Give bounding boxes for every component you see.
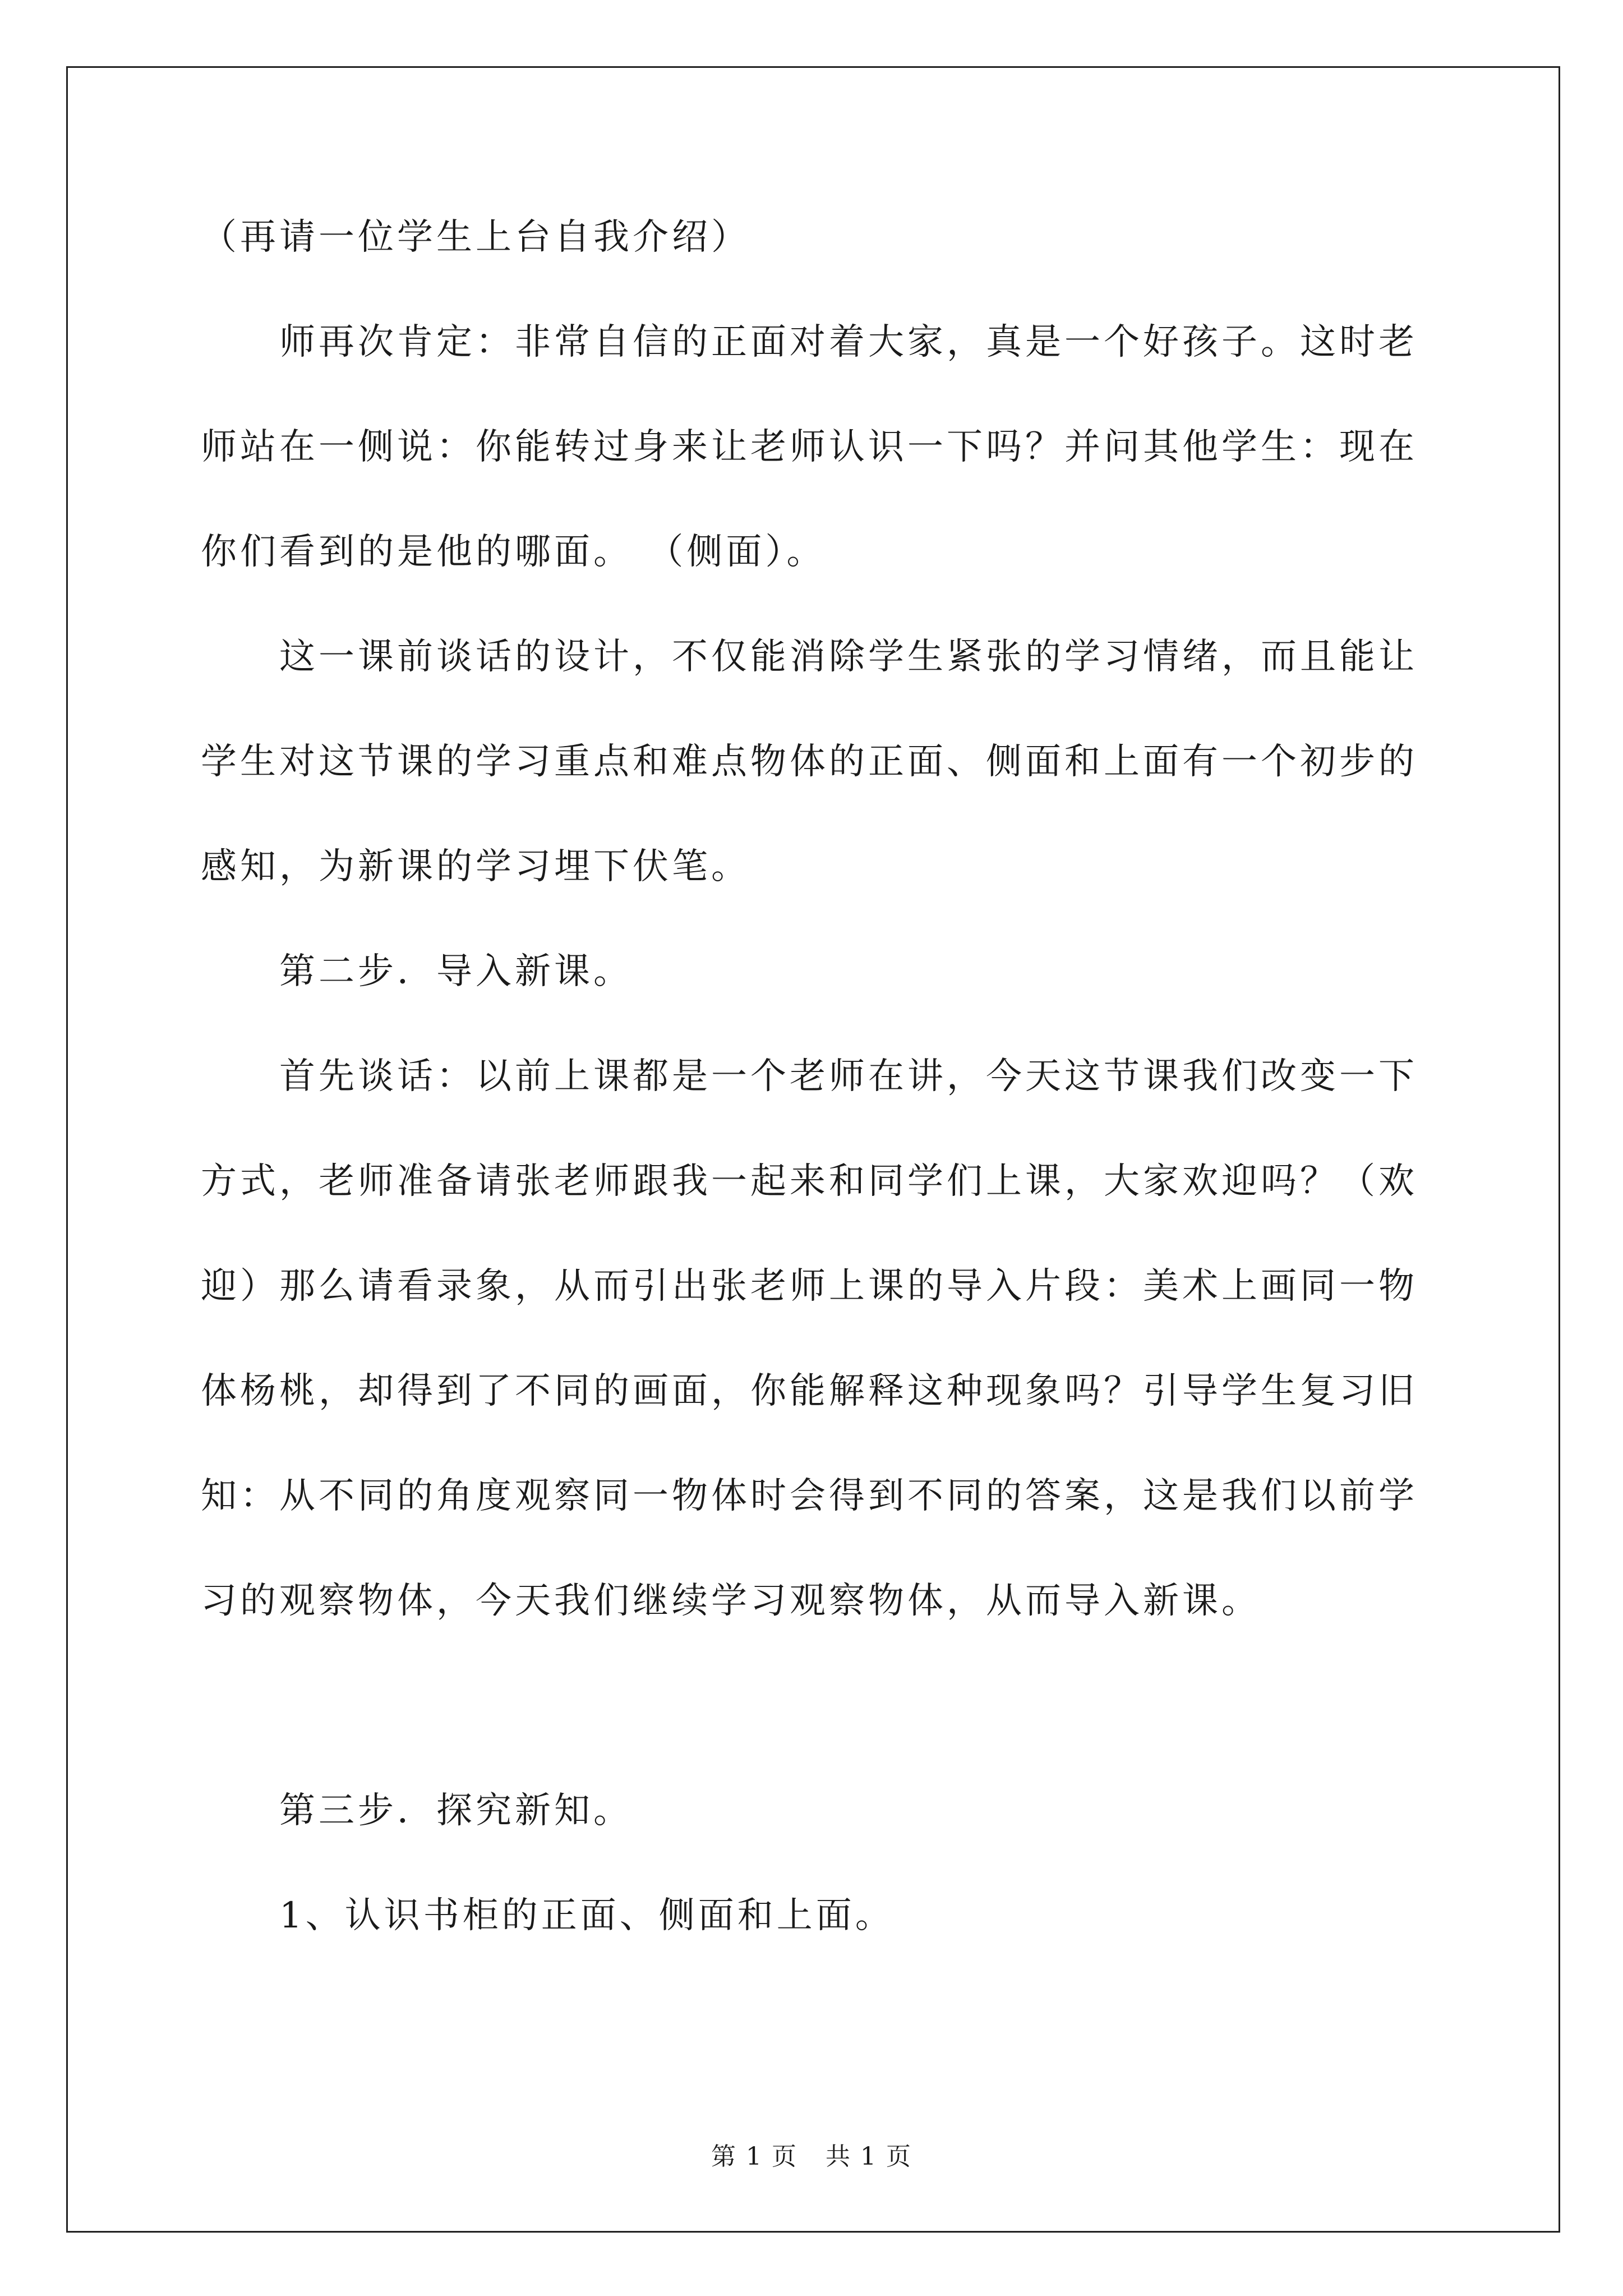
paragraph-bookcase-faces: 1、认识书柜的正面、侧面和上面。 bbox=[279, 1895, 895, 1936]
paragraph-introduce-lesson: 首先谈话：以前上课都是一个老师在讲，今天这节课我们改变一下方式，老师准备请张老师跟我一起来和同学们上课，大家欢迎吗？（欢迎）那么请看录象，从而引出张老师上课的导入片段：美术上画同一物体杨桃，却得到了不同的画面，你能解释这种现象吗？引导学生复习旧知：从不同的角度观察同一物体时会得到不同的答案，这是我们以前学习的观察物体，今天我们继续学习观察物体，从而导入新课。 bbox=[201, 1056, 1418, 1622]
heading-step-three: 第三步．探究新知。 bbox=[279, 1790, 633, 1832]
page-footer bbox=[0, 2140, 1623, 2174]
paragraph-intro: （再请一位学生上台自我介绍） bbox=[201, 217, 750, 258]
paragraph-teacher-affirmation: 师再次肯定：非常自信的正面对着大家，真是一个好孩子。这时老师站在一侧说：你能转过身来让老师认识一下吗？并问其他学生：现在你们看到的是他的哪面。 （侧面）。 bbox=[201, 321, 1418, 573]
page-number: 第 1 页 bbox=[711, 2142, 797, 2171]
paragraph-design-note: 这一课前谈话的设计，不仅能消除学生紧张的学习情绪，而且能让学生对这节课的学习重点和难点物体的正面、侧面和上面有一个初步的感知，为新课的学习埋下伏笔。 bbox=[201, 636, 1418, 887]
heading-step-two: 第二步．导入新课。 bbox=[279, 951, 633, 992]
page-total: 共 1 页 bbox=[826, 2142, 912, 2171]
